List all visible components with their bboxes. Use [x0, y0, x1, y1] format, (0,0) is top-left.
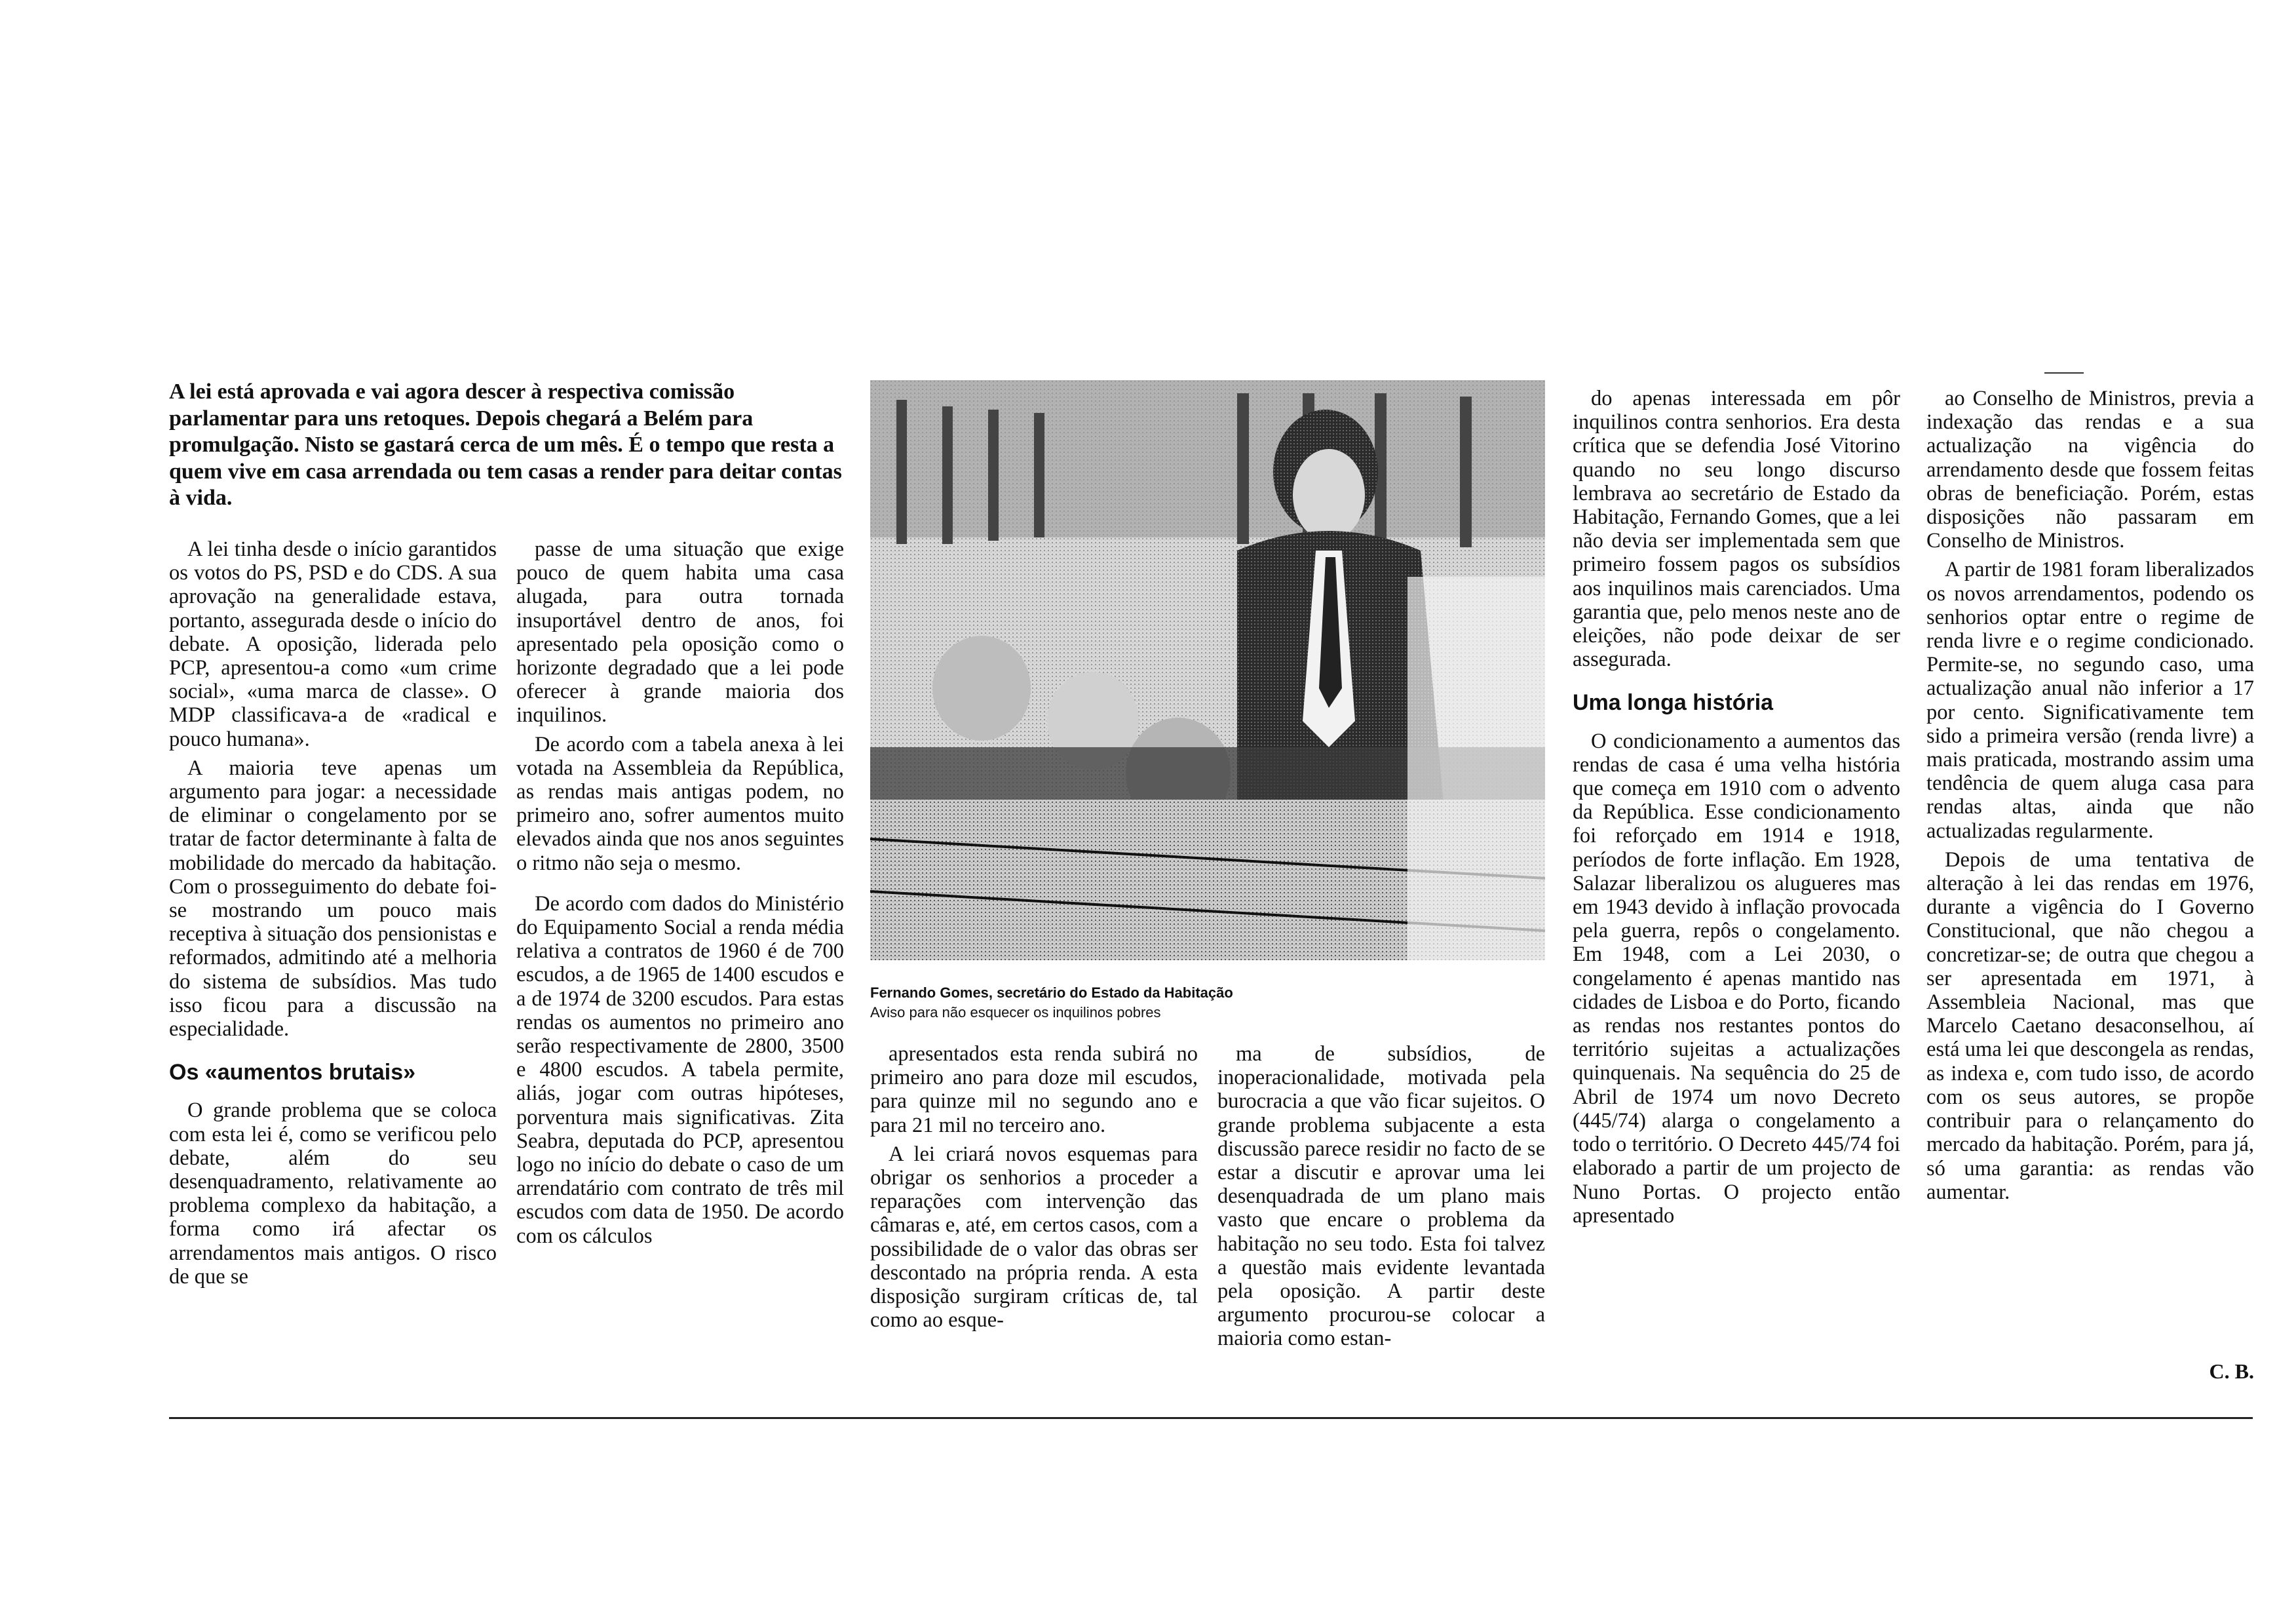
news-photo: [870, 380, 1545, 960]
article-column-3: [870, 1042, 1198, 1332]
article-column-4: [1217, 1042, 1545, 1351]
top-right-mark: [2044, 372, 2084, 374]
section-heading: Uma longa história: [1573, 690, 1774, 716]
paragraph: ma de subsídios, de inoperacionalidade, motivada pela burocracia a que vão ficar sujeitos. O grande problema subjacente a esta discussão parece residir no facto de se estar a discutir e aprovar uma lei desenquadrada de um plano mais vasto que encare o problema da habitação no seu todo. Esta foi talvez a questão mais evidente levantada pela oposição. A partir deste argumento procurou-se colocar a maioria como estan-: [1217, 1042, 1545, 1351]
photo-image: [870, 380, 1545, 960]
paragraph: De acordo com a tabela anexa à lei votada na Assembleia da República, as rendas mais antigas podem, no primeiro ano, sofrer aumentos muito elevados ainda que nos anos seguintes o ritmo não seja o mesmo.: [516, 732, 844, 875]
article-column-2: [516, 537, 844, 1248]
article-column-1: [169, 537, 497, 1289]
bottom-rule: [169, 1417, 2253, 1419]
paragraph: A partir de 1981 foram liberalizados os novos arrendamentos, podendo os senhorios optar entre o regime de renda livre e o regime condicionado. Permite-se, no segundo caso, uma actualização anual não inferior a 17 por cento. Significativamente tem sido a primeira versão (renda livre) a mais praticada, mostrando assim uma tendência de quem aluga casa para rendas altas, ainda que não actualizadas regularmente.: [1926, 558, 2254, 843]
paragraph: A lei tinha desde o início garantidos os votos do PS, PSD e do CDS. A sua aprovação na generalidade estava, portanto, assegurada desde o início do debate. A oposição, liderada pelo PCP, apresentou-a como «um crime social», «uma marca de classe». O MDP classificava-a de «radical e pouco humana».: [169, 537, 497, 751]
paragraph: passe de uma situação que exige pouco de quem habita uma casa alugada, para outra tornada insuportável dentro de anos, foi apresentado pela oposição como o horizonte degradado que a lei pode oferecer à grande maioria dos inquilinos.: [516, 537, 844, 728]
paragraph: O condicionamento a aumentos das rendas de casa é uma velha história que começa em 1910 com o advento da República. Esse condicionamento foi reforçado em 1914 e 1918, períodos de forte inflação. Em 1928, Salazar liberalizou os alugueres mas em 1943 devido à inflação provocada pela guerra, repôs o congelamento. Em 1948, com a Lei 2030, o congelamento é apenas mantido nas cidades de Lisboa e do Porto, ficando as rendas nos restantes pontos do território sujeitas a actualizações quinquenais. Na sequência do 25 de Abril de 1974 um novo Decreto (445/74) alarga o congelamento a todo o território. O Decreto 445/74 foi elaborado a partir de um projecto de Nuno Portas. O projecto então apresentado: [1573, 729, 1900, 1228]
paragraph: A lei criará novos esquemas para obrigar os senhorios a proceder a reparações com intervenção das câmaras e, até, em certos casos, com a possibilidade de o valor das obras ser descontado na própria renda. A esta disposição surgiram críticas de, tal como ao esque-: [870, 1142, 1198, 1333]
paragraph: Depois de uma tentativa de alteração à lei das rendas em 1976, durante a vigência do I Governo Constitucional, que não chegou a concretizar-se; de outra que chegou a ser apresentada em 1971, à Assembleia Nacional, mas que Marcelo Caetano desaconselhou, aí está uma lei que descongela as rendas, as indexa e, com tudo isso, de acordo com os seus autores, se propõe contribuir para o relançamento do mercado da habitação. Porém, para já, só uma garantia: as rendas vão aumentar.: [1926, 847, 2254, 1204]
article-column-6: [1926, 387, 2254, 1383]
paragraph: do apenas interessada em pôr inquilinos contra senhorios. Era desta crítica que se defendia José Vitorino quando no seu longo discurso lembrava ao secretário de Estado da Habitação, Fernando Gomes, que a lei não devia ser implementada sem que primeiro fossem pagos os subsídios aos inquilinos mais carenciados. Uma garantia que, pelo menos neste ano de eleições, não pode deixar de ser assegurada.: [1573, 387, 1900, 672]
paragraph: De acordo com dados do Ministério do Equipamento Social a renda média relativa a contratos de 1960 é de 700 escudos, a de 1965 de 1400 escudos e a de 1974 de 3200 escudos. Para estas rendas os aumentos no primeiro ano serão respectivamente de 2800, 3500 e 4800 escudos. A tabela permite, aliás, jogar com outras hipóteses, porventura mais significativas. Zita Seabra, deputada do PCP, apresentou logo no início do debate o caso de um arrendatário com contrato de três mil escudos com data de 1950. De acordo com os cálculos: [516, 891, 844, 1248]
section-heading: Os «aumentos brutais»: [169, 1060, 416, 1085]
paragraph: A maioria teve apenas um argumento para jogar: a necessidade de eliminar o congelamento por se tratar de factor determinante à falta de mobilidade do mercado da habitação. Com o prosseguimento do debate foi-se mostrando um pouco mais receptiva à situação dos pensionistas e reformados, admitindo até a melhoria do sistema de subsídios. Mas tudo isso ficou para a discussão na especialidade.: [169, 756, 497, 1041]
article-column-5: [1573, 387, 1900, 1228]
paragraph: apresentados esta renda subirá no primeiro ano para doze mil escudos, para quinze mil no segundo ano e para 21 mil no terceiro ano.: [870, 1042, 1198, 1137]
photo-caption: [870, 983, 1545, 1022]
caption-text: Aviso para não esquecer os inquilinos pobres: [870, 1004, 1161, 1021]
paragraph: O grande problema que se coloca com esta lei é, como se verificou pelo debate, além do seu desenquadramento, relativamente ao problema complexo da habitação, a forma como irá afectar os arrendamentos mais antigos. O risco de que se: [169, 1099, 497, 1289]
paragraph: ao Conselho de Ministros, previa a indexação das rendas e a sua actualização na vigência do arrendamento desde que fossem feitas obras de beneficiação. Porém, estas disposições não passaram em Conselho de Ministros.: [1926, 387, 2254, 553]
article-lead: A lei está aprovada e vai agora descer à respectiva comissão parlamentar para uns retoques. Depois chegará a Belém para promulgação. Nisto se gastará cerca de um mês. É o tempo que resta a quem vive em casa arrendada ou tem casas a render para deitar contas à vida.: [169, 379, 842, 510]
author-signature: C. B.: [2209, 1359, 2254, 1383]
caption-title: Fernando Gomes, secretário do Estado da Habitação: [870, 984, 1233, 1001]
